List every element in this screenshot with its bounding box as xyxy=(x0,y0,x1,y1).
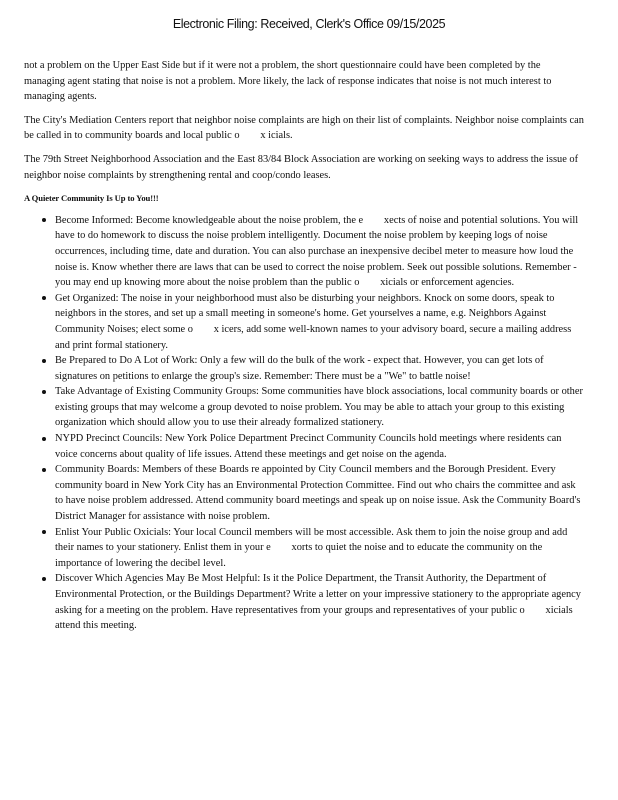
list-item-text: Discover Which Agencies May Be Most Helpful: Is it the Police Department, the Transit Authority, the Department of Environmental Protection, or the Buildings Department? Write a letter on your impressive stationery to the appropriate agency asking for a meeting on the problem. Have representatives from your groups and representatives of your public o xicials attend this meeting. xyxy=(55,573,581,632)
paragraph: not a problem on the Upper East Side but if it were not a problem, the short questionnaire could have been completed by the managing agent stating that noise is not a problem. More likely, the lack of response indicates that noise is not much interest to managing agents. xyxy=(24,60,552,103)
bullet-icon xyxy=(42,390,46,394)
list-item-text: Take Advantage of Existing Community Groups: Some communities have block associations, local community boards or other existing groups that may welcome a group devoted to noise problem. You may be able to attach your group to this existing organization which should allow you to use their already formalized stationery. xyxy=(55,386,583,429)
bullet-icon xyxy=(42,530,46,534)
list-item xyxy=(24,384,584,431)
bullet-icon xyxy=(42,296,46,300)
list-item-text: Be Prepared to Do A Lot of Work: Only a few will do the bulk of the work - expect that. However, you can get lots of signatures on petitions to enlarge the group's size. Remember: There must be a "We" to battle noise! xyxy=(55,355,544,382)
list-item xyxy=(24,213,584,291)
list-item-text: Become Informed: Become knowledgeable about the noise problem, the e xects of noise and potential solutions. You will have to do homework to discuss the noise problem intelligently. Document the noise problem by keeping logs of noise occurrences, including time, date and duration. You can also purchase an inexpensive decibel meter to measure how loud the noise is. Know whether there are laws that can be used to correct the noise problem. Seek out possible solutions. Remember - you may end up knowing more about the noise problem than the public o xicials or enforcement agencies. xyxy=(55,214,579,289)
list-item xyxy=(24,462,584,524)
bullet-icon xyxy=(42,437,46,441)
list-item xyxy=(24,431,584,462)
list-item-text: Enlist Your Public Oxicials: Your local Council members will be most accessible. Ask them to join the noise group and add their names to your stationery. Enlist them in your e xorts to quiet the noise and to educate the community on the importance of lowering the decibel level. xyxy=(55,526,568,569)
paragraph: The City's Mediation Centers report that neighbor noise complaints are high on their list of complaints. Neighbor noise complaints can be called in to community boards and local public o x icials. xyxy=(24,114,584,142)
paragraph: The 79th Street Neighborhood Association and the East 83/84 Block Association are working on seeking ways to address the issue of neighbor noise complaints by strengthening rental and coop/condo leases. xyxy=(24,153,579,181)
list-item-text: Community Boards: Members of these Boards re appointed by City Council members and the Borough President. Every community board in New York City has an Environmental Protection Committee. Find out who chairs the committee and ask to have noise problem addressed. Attend community board meetings and speak up on noise issue. Ask the Community Board's District Manager for assistance with noise problem. xyxy=(55,464,581,523)
tips-list xyxy=(24,213,584,634)
list-item xyxy=(24,353,584,384)
bullet-icon xyxy=(42,577,46,581)
section-heading: A Quieter Community Is Up to You!!! xyxy=(24,193,159,204)
filing-stamp: Electronic Filing: Received, Clerk's Office 09/15/2025 xyxy=(172,17,446,31)
list-item-text: NYPD Precinct Councils: New York Police Department Precinct Community Councils hold meetings where residents can voice concerns about quality of life issues. Attend these meetings and get noise on the agenda. xyxy=(55,433,562,460)
list-item xyxy=(24,525,584,572)
bullet-icon xyxy=(42,359,46,363)
bullet-icon xyxy=(42,468,46,472)
bullet-icon xyxy=(42,218,46,222)
list-item xyxy=(24,291,584,353)
list-item xyxy=(24,571,584,633)
document-body xyxy=(24,58,584,634)
list-item-text: Get Organized: The noise in your neighborhood must also be disturbing your neighbors. Knock on some doors, speak to neighbors in the stores, and set up a small meeting in someone's home. Get yourselves a name, e.g. Neighbors Against Community Noises; elect some o x icers, add some well-known names to your advisory board, secure a mailing address and print formal stationery. xyxy=(55,292,572,351)
